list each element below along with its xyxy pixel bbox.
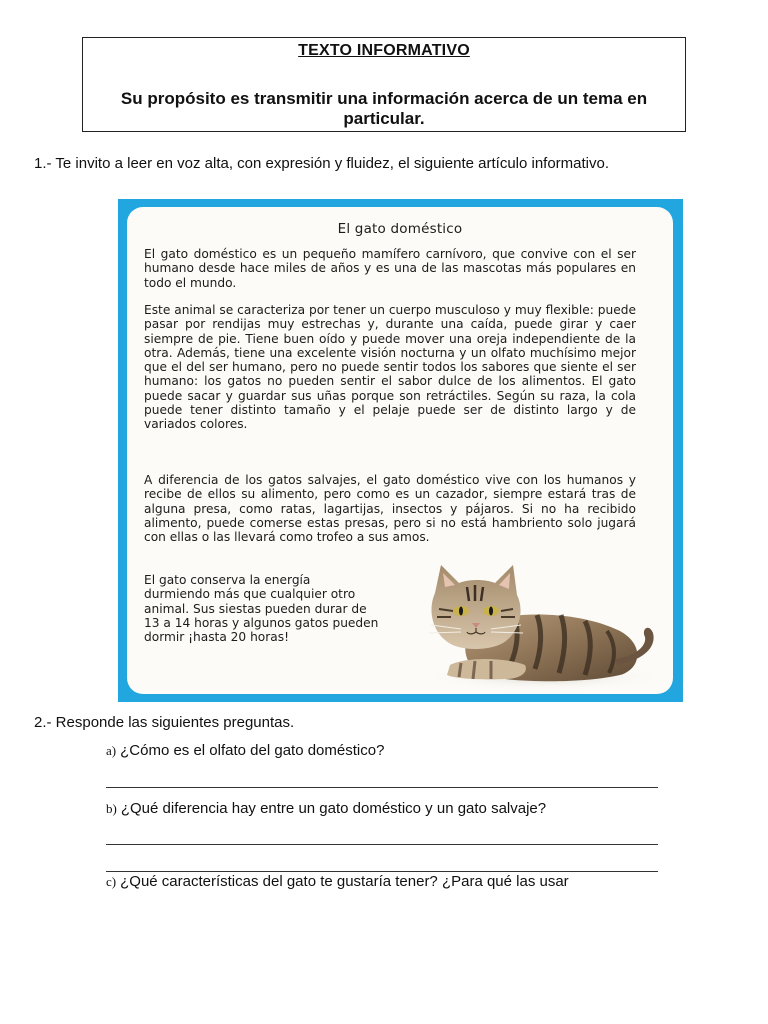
article-title: El gato doméstico: [337, 221, 463, 237]
question-a-letter: a): [106, 743, 117, 758]
question-b-text: ¿Qué diferencia hay entre un gato doméstico y un gato salvaje?: [120, 800, 547, 817]
instruction-1: 1.- Te invito a leer en voz alta, con expresión y fluidez, el siguiente artículo informativo.: [34, 155, 610, 172]
article-paragraph-3: A diferencia de los gatos salvajes, el gato doméstico vive con los humanos y recibe de ellos su alimento, pero como es un cazador, siempre estará tras de alguna presa, como ratas, lagartijas, insectos y pájaros. Si no ha recibido alimento, puede comerse estas presas, pero si no está hambriento solo jugará con ellas o las llevará como trofeo a sus amos.: [144, 473, 636, 545]
document-subtitle: Su propósito es transmitir una información acerca de un tema en particular.: [120, 89, 648, 128]
header-box: [82, 37, 686, 132]
article-paragraph-4: El gato conserva la energía durmiendo más que cualquier otro animal. Sus siestas pueden durar de 13 a 14 horas y algunos gatos pueden dormir ¡hasta 20 horas!: [144, 573, 379, 645]
document-title: TEXTO INFORMATIVO: [298, 42, 470, 59]
question-c-letter: c): [106, 874, 117, 889]
question-b-letter: b): [106, 801, 117, 816]
instruction-2: 2.- Responde las siguientes preguntas.: [34, 714, 295, 731]
question-a-text: ¿Cómo es el olfato del gato doméstico?: [120, 742, 385, 759]
answer-line-a-1[interactable]: [106, 787, 658, 788]
answer-line-b-1[interactable]: [106, 844, 658, 845]
article-paragraph-1: El gato doméstico es un pequeño mamífero carnívoro, que convive con el ser humano desde hace miles de años y es una de las mascotas más populares en todo el mundo.: [144, 247, 636, 290]
question-c: [106, 873, 569, 890]
question-b: [106, 800, 546, 817]
answer-line-b-2[interactable]: [106, 871, 658, 872]
article-paragraph-2: Este animal se caracteriza por tener un cuerpo musculoso y muy flexible: puede pasar por rendijas muy estrechas y, durante una caída, puede girar y caer siempre de pie. Tiene buen oído y puede mover una oreja independiente de la otra. Además, tiene una excelente visión nocturna y un olfato muchísimo mejor que el del ser humano, pero no puede sentir todos los sabores que siente el ser humano: los gatos no pueden sentir el sabor dulce de los alimentos. El gato puede sacar y guardar sus uñas porque son retráctiles. Según su raza, la cola puede tener distinto tamaño y el pelaje puede ser de distinto largo y de variados colores.: [144, 303, 636, 432]
question-a: [106, 742, 384, 759]
cat-photo-icon: [395, 553, 665, 693]
article-panel: [127, 207, 673, 694]
question-c-text: ¿Qué características del gato te gustaría tener? ¿Para qué las usar: [120, 873, 569, 890]
article-frame: [118, 199, 683, 702]
